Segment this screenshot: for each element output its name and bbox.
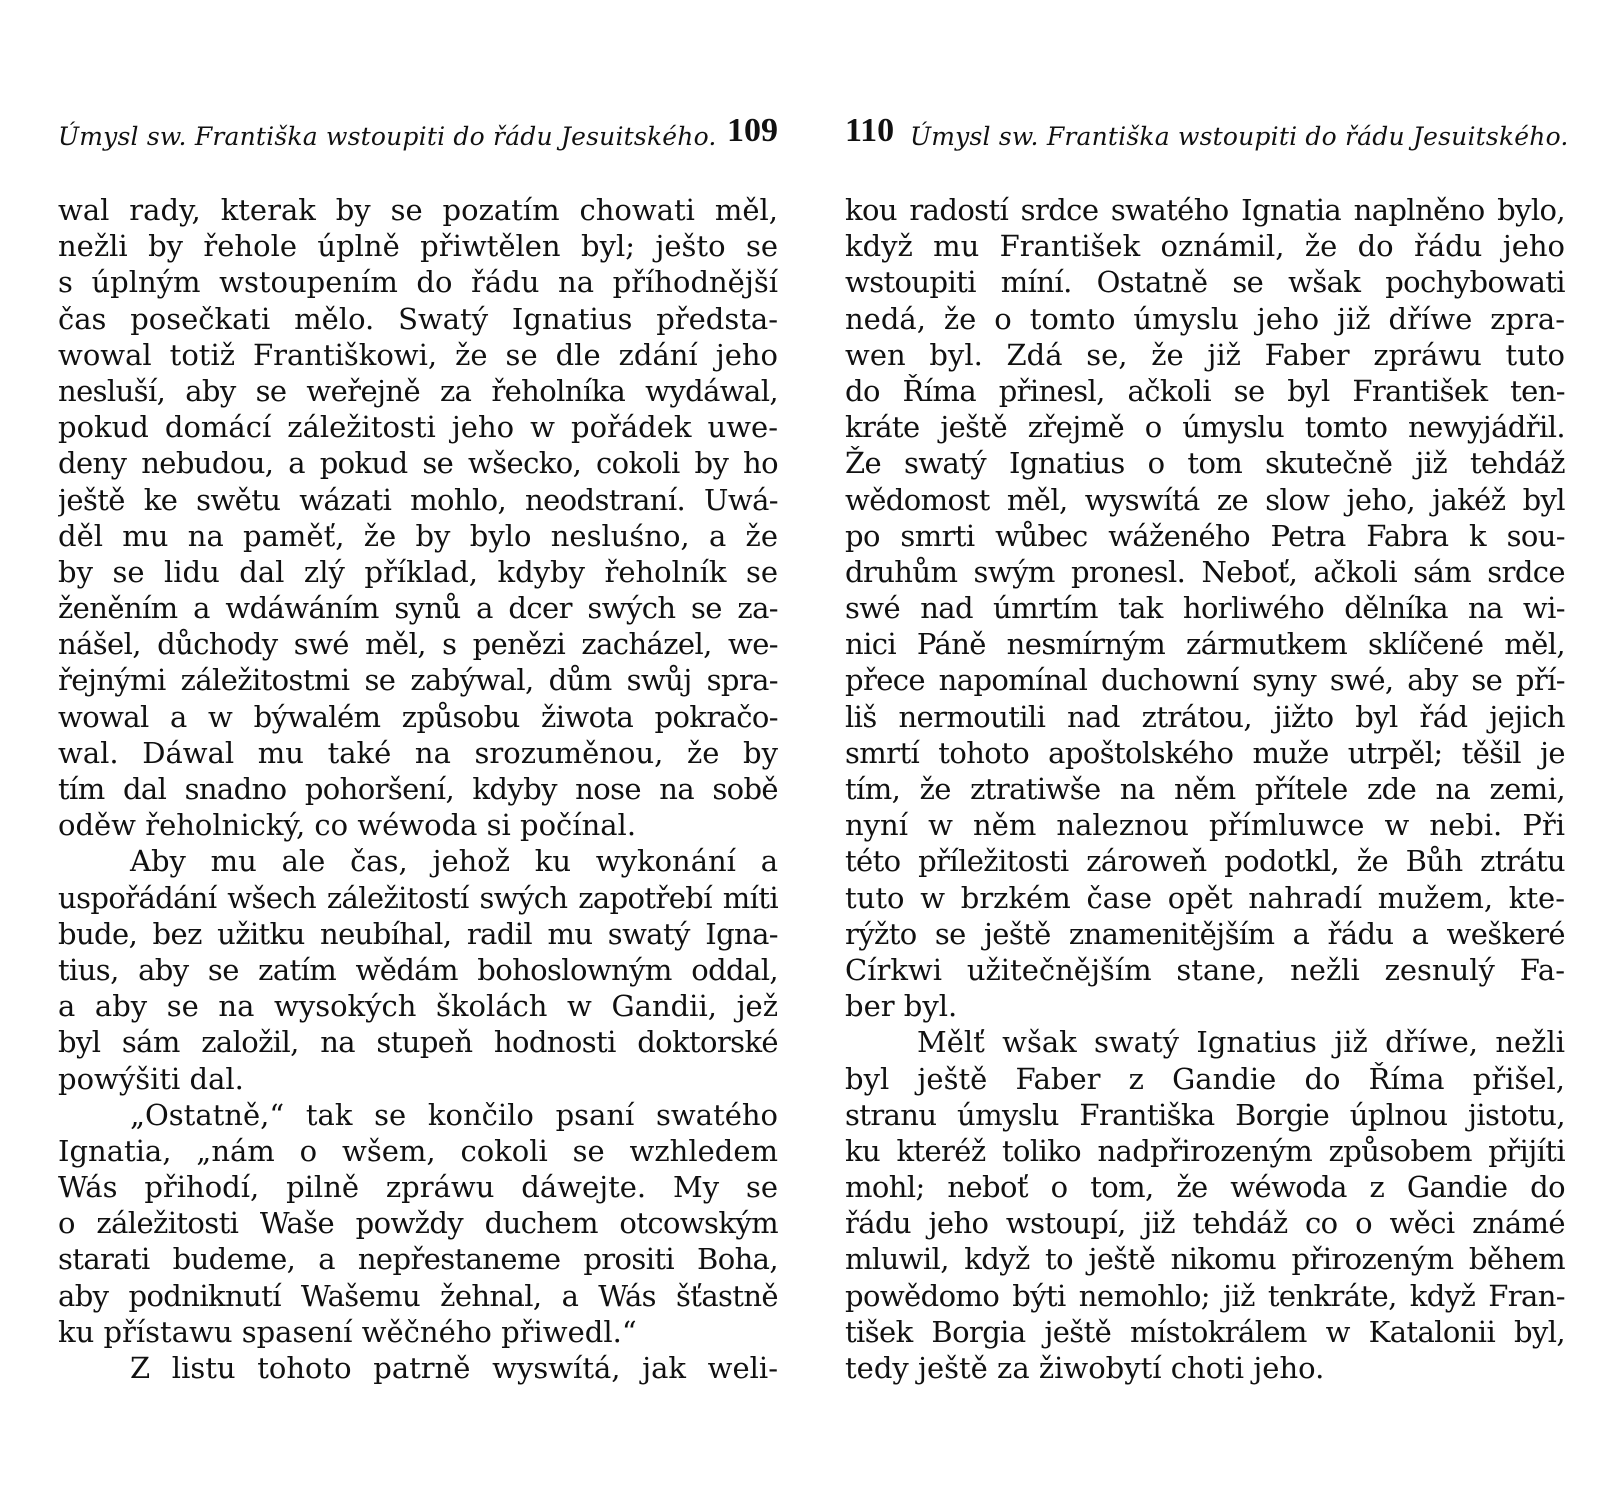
text-line: wstoupiti míní. Ostatně se wšak pochybowati <box>845 265 1565 300</box>
text-line: děl mu na paměť, že by bylo nesluśno, a že <box>58 518 778 553</box>
text-line: ber byl. <box>845 989 958 1024</box>
text-line: nášel, důchody swé měl, s penězi zacházel, we- <box>58 627 778 662</box>
text-line: starati budeme, a nepřestaneme prositi Boha, <box>58 1242 778 1277</box>
text-line: smrtí tohoto apoštolského muže utrpěl; těšil je <box>845 735 1565 770</box>
text-line: Z listu tohoto patrně wyswítá, jak weli- <box>130 1351 778 1385</box>
text-line: tius, aby se zatím wědám bohoslowným oddal, <box>58 952 778 987</box>
right-page <box>845 0 1569 1500</box>
text-line: do Říma přinesl, ačkoli se byl František ten- <box>845 373 1565 408</box>
text-line: s úplným wstoupením do řádu na příhodnější <box>58 265 778 300</box>
text-line: této příležitosti zároweň podotkl, že Bůh ztrátu <box>845 844 1565 879</box>
text-line: byl ještě Faber z Gandie do Říma přišel, <box>845 1061 1565 1096</box>
left-page <box>58 0 778 1500</box>
text-line: tuto w brzkém čase opět nahradí mužem, kte- <box>845 880 1565 915</box>
text-line: ženěním a wdáwáním synů a dcer swých se za- <box>58 591 778 626</box>
text-line: liš nermoutili nad ztrátou, jižto byl řád jejich <box>845 699 1565 734</box>
text-line: ještě ke swětu wázati mohlo, neodstraní. Uwá- <box>58 482 778 517</box>
text-line: druhům swým pronesl. Neboť, ačkoli sám srdce <box>845 554 1565 589</box>
text-line: Aby mu ale čas, jehož ku wykonání a <box>130 844 778 879</box>
text-line: oděw řeholnický, co wéwoda si počínal. <box>58 808 637 843</box>
text-line: nici Páně nesmírným zármutkem sklíčené měl, <box>845 627 1565 662</box>
text-line: kou radostí srdce swatého Ignatia naplněno bylo, <box>845 193 1565 227</box>
text-line: Že swatý Ignatius o tom skutečně již tehdáž <box>845 446 1565 481</box>
right-page-header <box>845 112 1569 160</box>
text-line: wowal totiž Františkowi, že se dle zdání jeho <box>58 337 778 372</box>
text-line: tišek Borgia ještě místokrálem w Katalonii byl, <box>845 1314 1565 1349</box>
left-page-header <box>58 112 778 160</box>
text-line: tím, že ztratiwše na něm přítele zde na zemi, <box>845 772 1565 806</box>
text-line: Wás přihodí, pilně zpráwu dáwejte. My se <box>58 1170 778 1205</box>
text-line: řejnými záležitostmi se zabýwal, dům swůj spra- <box>58 663 778 698</box>
running-head: Úmysl sw. Františka wstoupiti do řádu Jesuitského. <box>910 122 1569 151</box>
text-line: nesluší, aby se weřejně za řeholníka wydáwal, <box>58 373 778 408</box>
text-line: swé nad úmrtím tak horliwého dělníka na wi- <box>845 591 1565 626</box>
text-line: o záležitosti Waše powždy duchem otcowským <box>58 1206 778 1241</box>
text-line: Mělť wšak swatý Ignatius již dříwe, nežli <box>917 1025 1565 1060</box>
text-line: ku kteréž toliko nadpřirozeným způsobem přijíti <box>845 1133 1565 1168</box>
text-line: uspořádání wšech záležitostí swých zapotřebí míti <box>58 880 778 915</box>
text-line: bude, bez užitku neubíhal, radil mu swatý Igna- <box>58 916 778 951</box>
text-line: mohl; neboť o tom, že wéwoda z Gandie do <box>845 1170 1565 1205</box>
text-line: přece napomínal duchowní syny swé, aby se pří- <box>845 663 1565 698</box>
text-line: wědomost měl, wyswítá ze slow jeho, jakéž byl <box>845 482 1565 517</box>
text-line: tím dal snadno pohoršení, kdyby nose na sobě <box>58 772 778 806</box>
text-line: „Ostatně,“ tak se končilo psaní swatého <box>130 1097 778 1132</box>
text-line: wal rady, kterak by se pozatím chowati měl, <box>58 193 778 227</box>
text-line: čas posečkati mělo. Swatý Ignatius předsta- <box>58 301 778 336</box>
text-line: wen byl. Zdá se, že již Faber zpráwu tuto <box>845 337 1565 372</box>
text-line: řádu jeho wstoupí, již tehdáž co o wěci známé <box>845 1206 1565 1241</box>
text-line: ku přístawu spasení wěčného přiwedl.“ <box>58 1314 637 1349</box>
text-line: powědomo býti nemohlo; již tenkráte, když Fran- <box>845 1278 1565 1313</box>
text-line: tedy ještě za žiwobytí choti jeho. <box>845 1351 1325 1385</box>
text-line: wowal a w býwalém způsobu žiwota pokračo- <box>58 699 778 734</box>
text-line: kráte ještě zřejmě o úmyslu tomto newyjádřil. <box>845 410 1565 445</box>
page-number: 109 <box>727 112 778 149</box>
page-number: 110 <box>845 112 895 149</box>
text-line: nedá, že o tomto úmyslu jeho již dříwe zpra- <box>845 301 1565 336</box>
text-line: rýžto se ještě znamenitějším a řádu a weškeré <box>845 916 1565 951</box>
text-line: nyní w něm naleznou přímluwce w nebi. Při <box>845 808 1565 843</box>
text-line: Církwi užitečnějším stane, nežli zesnulý Fa- <box>845 952 1565 987</box>
text-line: stranu úmyslu Františka Borgie úplnou jistotu, <box>845 1097 1565 1132</box>
text-line: po smrti wůbec wáženého Petra Fabra k sou- <box>845 518 1565 553</box>
running-head: Úmysl sw. Františka wstoupiti do řádu Jesuitského. <box>58 122 717 151</box>
text-line: a aby se na wysokých školách w Gandii, jež <box>58 989 778 1024</box>
text-line: mluwil, když to ještě nikomu přirozeným během <box>845 1242 1565 1277</box>
text-line: deny nebudou, a pokud se wšecko, cokoli by ho <box>58 446 778 481</box>
text-line: pokud domácí záležitosti jeho w pořádek uwe- <box>58 410 778 445</box>
text-line: byl sám založil, na stupeň hodnosti doktorské <box>58 1025 778 1060</box>
text-line: nežli by řehole úplně přiwtělen byl; ješto se <box>58 229 778 264</box>
left-page-text <box>58 192 778 1386</box>
text-line: aby podniknutí Wašemu žehnal, a Wás šťastně <box>58 1278 778 1313</box>
right-page-text <box>845 192 1565 1386</box>
text-line: když mu František oznámil, že do řádu jeho <box>845 229 1565 264</box>
text-line: wal. Dáwal mu také na srozuměnou, že by <box>58 735 778 770</box>
text-line: by se lidu dal zlý příklad, kdyby řeholník se <box>58 554 778 589</box>
text-line: Ignatia, „nám o wšem, cokoli se wzhledem <box>58 1133 778 1168</box>
text-line: powýšiti dal. <box>58 1061 244 1096</box>
